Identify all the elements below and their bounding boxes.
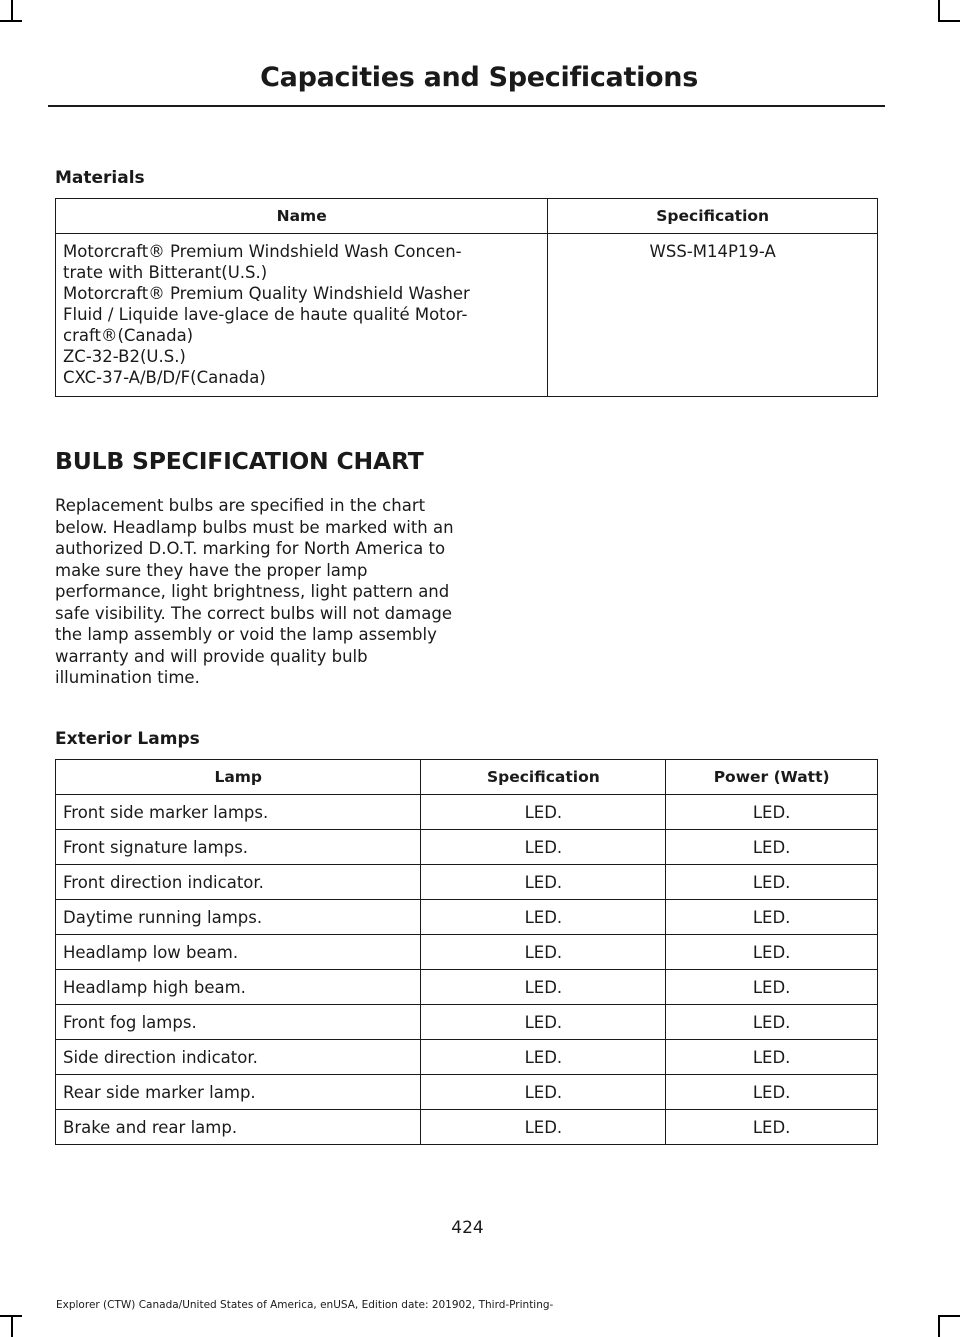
table-row [56,935,878,970]
column-header-specification: Specification [548,199,878,234]
crop-mark [11,1315,13,1337]
table-row [56,900,878,935]
spec-cell: LED. [421,795,666,830]
crop-mark [11,0,13,22]
table-header-row [56,760,878,795]
lamp-cell: Rear side marker lamp. [56,1075,421,1110]
lamp-cell: Front fog lamps. [56,1005,421,1040]
spec-cell: LED. [421,1110,666,1145]
header-divider [48,105,885,107]
exterior-lamps-heading: Exterior Lamps [55,729,200,749]
exterior-lamps-table [55,759,878,1145]
body-paragraph: Replacement bulbs are specified in the chart below. Headlamp bulbs must be marked with an authorized D.O.T. marking for North America to make sure they have the proper lamp performance, light brightness, light pattern and safe visibility. The correct bulbs will not damage the lamp assembly or void the lamp assembly warranty and will provide quality bulb illumination time. [55,496,454,687]
crop-mark [938,1315,940,1337]
crop-mark [0,20,22,22]
lamp-cell: Daytime running lamps. [56,900,421,935]
spec-cell: LED. [421,1005,666,1040]
column-header-power: Power (Watt) [666,760,878,795]
table-row [56,970,878,1005]
table-row [56,234,878,397]
section-title: BULB SPECIFICATION CHART [55,447,424,475]
materials-table [55,198,878,397]
power-cell: LED. [666,1075,878,1110]
table-row [56,1005,878,1040]
spec-cell: LED. [421,970,666,1005]
spec-cell: LED. [421,1075,666,1110]
power-cell: LED. [666,900,878,935]
material-name-cell [56,234,548,397]
footer-edition-text: Explorer (CTW) Canada/United States of America, enUSA, Edition date: 201902, Third-Printing- [56,1299,554,1311]
lamp-cell: Headlamp low beam. [56,935,421,970]
power-cell: LED. [666,1005,878,1040]
spec-cell: LED. [421,900,666,935]
power-cell: LED. [666,935,878,970]
spec-cell: LED. [421,1040,666,1075]
lamp-cell: Brake and rear lamp. [56,1110,421,1145]
crop-mark [0,1315,22,1317]
materials-heading: Materials [55,168,145,188]
material-spec-cell [548,234,878,397]
column-header-specification: Specification [421,760,666,795]
table-row [56,1110,878,1145]
column-header-lamp: Lamp [56,760,421,795]
power-cell: LED. [666,970,878,1005]
power-cell: LED. [666,795,878,830]
table-row [56,795,878,830]
table-row [56,1075,878,1110]
material-name: Motorcraft® Premium Windshield Wash Concen- trate with Bitterant(U.S.) Motorcraft® Premium Quality Windshield Washer Fluid / Liquide lave-glace de haute qualité Motor- craft®(Canada) ZC-32-B2(U.S.) CXC-37-A/B/D/F(Canada) [63,242,470,387]
power-cell: LED. [666,865,878,900]
table-row [56,1040,878,1075]
lamp-cell: Side direction indicator. [56,1040,421,1075]
spec-cell: LED. [421,830,666,865]
column-header-name: Name [56,199,548,234]
power-cell: LED. [666,1110,878,1145]
page-title: Capacities and Specifications [260,62,698,93]
table-row [56,865,878,900]
material-spec: WSS-M14P19-A [649,242,776,261]
spec-cell: LED. [421,865,666,900]
page-number: 424 [451,1218,484,1238]
spec-cell: LED. [421,935,666,970]
lamp-cell: Front signature lamps. [56,830,421,865]
table-header-row [56,199,878,234]
crop-mark [938,0,940,22]
lamp-cell: Front side marker lamps. [56,795,421,830]
table-row [56,830,878,865]
lamp-cell: Headlamp high beam. [56,970,421,1005]
power-cell: LED. [666,830,878,865]
crop-mark [938,1315,960,1317]
power-cell: LED. [666,1040,878,1075]
crop-mark [938,20,960,22]
lamp-cell: Front direction indicator. [56,865,421,900]
